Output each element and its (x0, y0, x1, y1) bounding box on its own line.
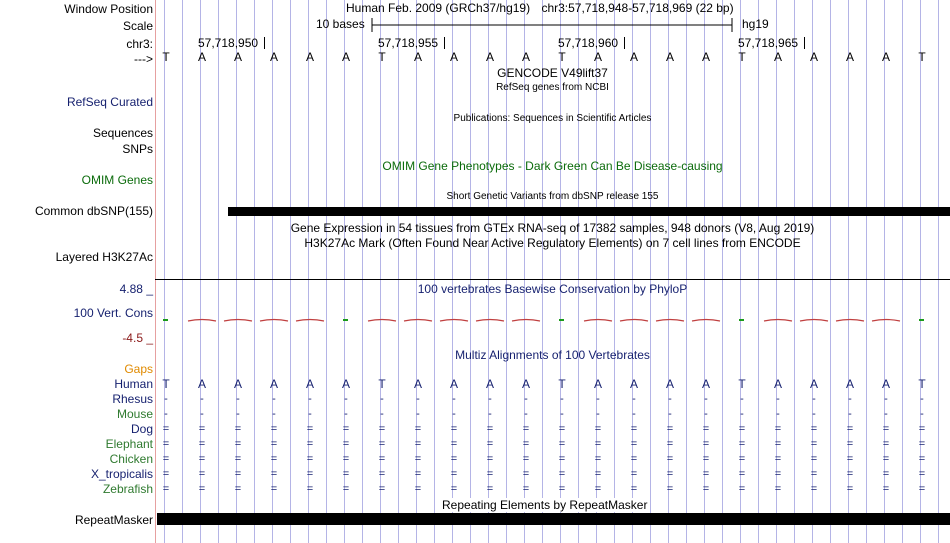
species-base-chicken: = (666, 453, 674, 465)
species-base-x_tropicalis: = (666, 468, 674, 480)
species-base-zebrafish: = (198, 483, 206, 495)
species-label-human[interactable]: Human (114, 377, 153, 391)
species-label-mouse[interactable]: Mouse (116, 407, 153, 421)
species-base-chicken: = (918, 453, 926, 465)
dbsnp-label[interactable]: Common dbSNP(155) (34, 204, 153, 218)
species-base-chicken: = (306, 453, 314, 465)
species-base-chicken: = (198, 453, 206, 465)
db-text: hg19 (742, 17, 769, 31)
ruler-base: T (738, 50, 746, 64)
cons-label[interactable]: 100 Vert. Cons (73, 306, 153, 320)
species-base-rhesus: - (524, 393, 528, 405)
species-base-human: A (845, 377, 854, 391)
species-base-x_tropicalis: = (486, 468, 494, 480)
species-base-elephant: = (522, 438, 530, 450)
species-base-rhesus: - (380, 393, 384, 405)
scale-label: Scale (122, 19, 153, 33)
ruler-base: A (809, 50, 818, 64)
species-base-chicken: = (450, 453, 458, 465)
species-base-mouse: - (596, 408, 600, 420)
species-base-mouse: - (200, 408, 204, 420)
species-base-x_tropicalis: = (522, 468, 530, 480)
species-base-mouse: - (920, 408, 924, 420)
species-base-rhesus: - (200, 393, 204, 405)
species-base-rhesus: - (560, 393, 564, 405)
species-base-x_tropicalis: = (198, 468, 206, 480)
species-base-zebrafish: = (486, 483, 494, 495)
species-base-mouse: - (848, 408, 852, 420)
species-base-human: A (485, 377, 494, 391)
species-base-human: A (773, 377, 782, 391)
species-base-dog: = (810, 423, 818, 435)
ruler-base: A (197, 50, 206, 64)
species-base-x_tropicalis: = (342, 468, 350, 480)
species-base-human: T (378, 377, 386, 391)
ruler-base: A (881, 50, 890, 64)
omim-genes-label[interactable]: OMIM Genes (81, 173, 153, 187)
species-base-elephant: = (198, 438, 206, 450)
species-base-x_tropicalis: = (882, 468, 890, 480)
species-base-rhesus: - (164, 393, 168, 405)
dbsnp-bar[interactable] (228, 207, 950, 216)
species-base-human: A (413, 377, 422, 391)
cons-min-label: -4.5 _ (122, 331, 153, 345)
species-base-dog: = (630, 423, 638, 435)
species-base-human: A (881, 377, 890, 391)
ruler-base: A (341, 50, 350, 64)
species-base-zebrafish: = (666, 483, 674, 495)
ruler-base: A (305, 50, 314, 64)
species-base-zebrafish: = (738, 483, 746, 495)
species-base-rhesus: - (452, 393, 456, 405)
chrom-label: chr3: (126, 37, 153, 51)
ruler-base: T (918, 50, 926, 64)
species-base-x_tropicalis: = (306, 468, 314, 480)
species-base-human: T (918, 377, 926, 391)
species-base-dog: = (666, 423, 674, 435)
species-base-elephant: = (810, 438, 818, 450)
species-base-rhesus: - (704, 393, 708, 405)
species-base-x_tropicalis: = (774, 468, 782, 480)
gtex-title[interactable]: Gene Expression in 54 tissues from GTEx RNA-seq of 17382 samples, 948 donors (V8, Aug 2019) (290, 221, 815, 235)
species-base-rhesus: - (308, 393, 312, 405)
species-base-elephant: = (594, 438, 602, 450)
species-base-mouse: - (488, 408, 492, 420)
species-base-zebrafish: = (630, 483, 638, 495)
refseq-curated-label[interactable]: RefSeq Curated (66, 95, 153, 109)
species-base-zebrafish: = (306, 483, 314, 495)
species-base-x_tropicalis: = (234, 468, 242, 480)
species-base-elephant: = (270, 438, 278, 450)
species-base-dog: = (558, 423, 566, 435)
species-base-rhesus: - (236, 393, 240, 405)
assembly-text: Human Feb. 2009 (GRCh37/hg19) (346, 1, 531, 15)
species-base-chicken: = (486, 453, 494, 465)
refseq-subtitle[interactable]: RefSeq genes from NCBI (496, 82, 609, 93)
species-base-chicken: = (414, 453, 422, 465)
species-base-x_tropicalis: = (810, 468, 818, 480)
species-label-chicken[interactable]: Chicken (109, 452, 153, 466)
scale-text: 10 bases (316, 17, 365, 31)
species-base-human: A (269, 377, 278, 391)
species-base-chicken: = (522, 453, 530, 465)
species-base-chicken: = (342, 453, 350, 465)
species-base-rhesus: - (812, 393, 816, 405)
snps-label[interactable]: SNPs (122, 142, 153, 156)
species-base-mouse: - (272, 408, 276, 420)
species-base-zebrafish: = (234, 483, 242, 495)
species-base-dog: = (486, 423, 494, 435)
species-base-x_tropicalis: = (270, 468, 278, 480)
species-base-zebrafish: = (378, 483, 386, 495)
species-base-elephant: = (378, 438, 386, 450)
species-base-x_tropicalis: = (846, 468, 854, 480)
species-base-rhesus: - (416, 393, 420, 405)
window-position-label: Window Position (64, 2, 153, 16)
species-base-x_tropicalis: = (594, 468, 602, 480)
cons-max-label: 4.88 _ (119, 282, 153, 296)
species-base-chicken: = (882, 453, 890, 465)
species-base-dog: = (414, 423, 422, 435)
species-base-dog: = (774, 423, 782, 435)
species-base-x_tropicalis: = (414, 468, 422, 480)
species-base-human: A (665, 377, 674, 391)
ruler-base: A (593, 50, 602, 64)
species-base-zebrafish: = (882, 483, 890, 495)
species-base-elephant: = (306, 438, 314, 450)
dbsnp-title[interactable]: Short Genetic Variants from dbSNP release 155 (446, 191, 659, 202)
species-base-elephant: = (702, 438, 710, 450)
species-base-zebrafish: = (774, 483, 782, 495)
species-base-x_tropicalis: = (378, 468, 386, 480)
assembly-title (346, 1, 734, 15)
species-base-x_tropicalis: = (450, 468, 458, 480)
species-base-dog: = (306, 423, 314, 435)
species-base-elephant: = (414, 438, 422, 450)
ruler-base: A (773, 50, 782, 64)
species-base-mouse: - (308, 408, 312, 420)
species-base-rhesus: - (344, 393, 348, 405)
species-base-rhesus: - (488, 393, 492, 405)
species-base-elephant: = (666, 438, 674, 450)
species-base-mouse: - (524, 408, 528, 420)
species-base-x_tropicalis: = (162, 468, 170, 480)
species-base-x_tropicalis: = (702, 468, 710, 480)
species-base-elephant: = (630, 438, 638, 450)
species-base-chicken: = (810, 453, 818, 465)
species-base-zebrafish: = (342, 483, 350, 495)
species-base-x_tropicalis: = (630, 468, 638, 480)
species-base-chicken: = (630, 453, 638, 465)
species-base-elephant: = (450, 438, 458, 450)
species-label-dog[interactable]: Dog (130, 422, 153, 436)
repeatmasker-label[interactable]: RepeatMasker (74, 513, 153, 527)
species-base-mouse: - (704, 408, 708, 420)
species-base-human: A (305, 377, 314, 391)
ruler-base: A (485, 50, 494, 64)
species-label-rhesus[interactable]: Rhesus (112, 392, 153, 406)
species-base-chicken: = (846, 453, 854, 465)
species-base-elephant: = (486, 438, 494, 450)
species-base-human: T (558, 377, 566, 391)
ruler-base: A (269, 50, 278, 64)
cons-title[interactable]: 100 vertebrates Basewise Conservation by PhyloP (417, 282, 688, 296)
species-base-mouse: - (740, 408, 744, 420)
species-base-mouse: - (560, 408, 564, 420)
species-base-human: A (233, 377, 242, 391)
species-base-dog: = (882, 423, 890, 435)
species-base-mouse: - (344, 408, 348, 420)
ruler-base: A (449, 50, 458, 64)
species-base-mouse: - (380, 408, 384, 420)
ruler-base: A (701, 50, 710, 64)
species-base-human: A (521, 377, 530, 391)
species-base-zebrafish: = (450, 483, 458, 495)
gaps-label[interactable]: Gaps (124, 362, 153, 376)
repeatmasker-bar[interactable] (157, 513, 950, 525)
cons-graph[interactable] (155, 312, 950, 328)
species-base-dog: = (738, 423, 746, 435)
species-base-human: T (738, 377, 746, 391)
species-base-zebrafish: = (162, 483, 170, 495)
species-base-dog: = (234, 423, 242, 435)
species-base-x_tropicalis: = (738, 468, 746, 480)
species-base-dog: = (198, 423, 206, 435)
species-base-zebrafish: = (846, 483, 854, 495)
species-base-rhesus: - (596, 393, 600, 405)
tick-label-1: 57,718,950 (198, 36, 259, 50)
species-base-chicken: = (774, 453, 782, 465)
species-base-dog: = (270, 423, 278, 435)
scale-bar (370, 17, 740, 33)
sequences-label[interactable]: Sequences (92, 126, 153, 140)
ruler-base: T (162, 50, 170, 64)
repeatmasker-title[interactable]: Repeating Elements by RepeatMasker (442, 498, 648, 512)
h3k27ac-baseline (155, 279, 950, 280)
species-base-dog: = (522, 423, 530, 435)
species-base-chicken: = (702, 453, 710, 465)
species-base-human: A (341, 377, 350, 391)
species-base-rhesus: - (848, 393, 852, 405)
species-base-dog: = (450, 423, 458, 435)
h3k27ac-title[interactable]: H3K27Ac Mark (Often Found Near Active Regulatory Elements) on 7 cell lines from ENCODE (304, 236, 801, 250)
species-base-elephant: = (738, 438, 746, 450)
species-base-rhesus: - (668, 393, 672, 405)
species-base-zebrafish: = (594, 483, 602, 495)
species-base-human: A (629, 377, 638, 391)
species-base-rhesus: - (740, 393, 744, 405)
species-base-rhesus: - (884, 393, 888, 405)
species-base-rhesus: - (920, 393, 924, 405)
species-base-dog: = (342, 423, 350, 435)
ruler-base: A (521, 50, 530, 64)
tick-label-4: 57,718,965 (738, 36, 799, 50)
species-base-elephant: = (234, 438, 242, 450)
species-label-zebrafish[interactable]: Zebrafish (102, 482, 153, 496)
ruler-base: A (233, 50, 242, 64)
species-base-chicken: = (234, 453, 242, 465)
species-base-human: A (449, 377, 458, 391)
species-base-mouse: - (668, 408, 672, 420)
ruler-base: A (845, 50, 854, 64)
publications-title[interactable]: Publications: Sequences in Scientific Articles (453, 113, 652, 124)
species-base-x_tropicalis: = (918, 468, 926, 480)
species-base-dog: = (378, 423, 386, 435)
species-base-mouse: - (812, 408, 816, 420)
omim-title[interactable]: OMIM Gene Phenotypes - Dark Green Can Be Disease-causing (382, 159, 723, 173)
ruler-base: T (378, 50, 386, 64)
species-base-mouse: - (884, 408, 888, 420)
species-base-chicken: = (270, 453, 278, 465)
species-base-elephant: = (846, 438, 854, 450)
species-base-human: A (701, 377, 710, 391)
species-base-x_tropicalis: = (558, 468, 566, 480)
tick-label-3: 57,718,960 (558, 36, 619, 50)
ruler-base: A (629, 50, 638, 64)
species-base-dog: = (846, 423, 854, 435)
species-base-mouse: - (452, 408, 456, 420)
species-base-zebrafish: = (918, 483, 926, 495)
species-base-mouse: - (632, 408, 636, 420)
species-base-elephant: = (162, 438, 170, 450)
tick-label-2: 57,718,955 (378, 36, 439, 50)
species-base-zebrafish: = (270, 483, 278, 495)
species-base-zebrafish: = (702, 483, 710, 495)
position-text: chr3:57,718,948-57,718,969 (22 bp) (541, 1, 734, 15)
species-base-chicken: = (162, 453, 170, 465)
ruler-base: A (665, 50, 674, 64)
species-base-elephant: = (342, 438, 350, 450)
gencode-title[interactable]: GENCODE V49lift37 (497, 66, 608, 80)
species-base-mouse: - (416, 408, 420, 420)
species-base-human: T (162, 377, 170, 391)
ruler-base: A (413, 50, 422, 64)
species-base-human: A (197, 377, 206, 391)
species-base-rhesus: - (272, 393, 276, 405)
species-base-elephant: = (774, 438, 782, 450)
species-base-dog: = (918, 423, 926, 435)
species-base-elephant: = (882, 438, 890, 450)
species-base-rhesus: - (632, 393, 636, 405)
h3k27ac-label[interactable]: Layered H3K27Ac (55, 250, 153, 264)
species-base-dog: = (162, 423, 170, 435)
species-base-mouse: - (164, 408, 168, 420)
species-base-chicken: = (378, 453, 386, 465)
ruler-base: T (558, 50, 566, 64)
species-base-rhesus: - (776, 393, 780, 405)
species-base-zebrafish: = (522, 483, 530, 495)
species-base-zebrafish: = (558, 483, 566, 495)
species-base-mouse: - (776, 408, 780, 420)
species-base-chicken: = (558, 453, 566, 465)
species-base-chicken: = (594, 453, 602, 465)
species-base-chicken: = (738, 453, 746, 465)
species-base-zebrafish: = (414, 483, 422, 495)
species-base-mouse: - (236, 408, 240, 420)
species-base-dog: = (702, 423, 710, 435)
species-label-x_tropicalis[interactable]: X_tropicalis (90, 467, 153, 481)
species-label-elephant[interactable]: Elephant (105, 437, 153, 451)
species-base-zebrafish: = (810, 483, 818, 495)
species-base-elephant: = (558, 438, 566, 450)
species-base-human: A (593, 377, 602, 391)
multiz-title[interactable]: Multiz Alignments of 100 Vertebrates (455, 348, 650, 362)
strand-arrow-label: ---> (134, 52, 153, 66)
species-base-elephant: = (918, 438, 926, 450)
species-base-human: A (809, 377, 818, 391)
species-base-dog: = (594, 423, 602, 435)
